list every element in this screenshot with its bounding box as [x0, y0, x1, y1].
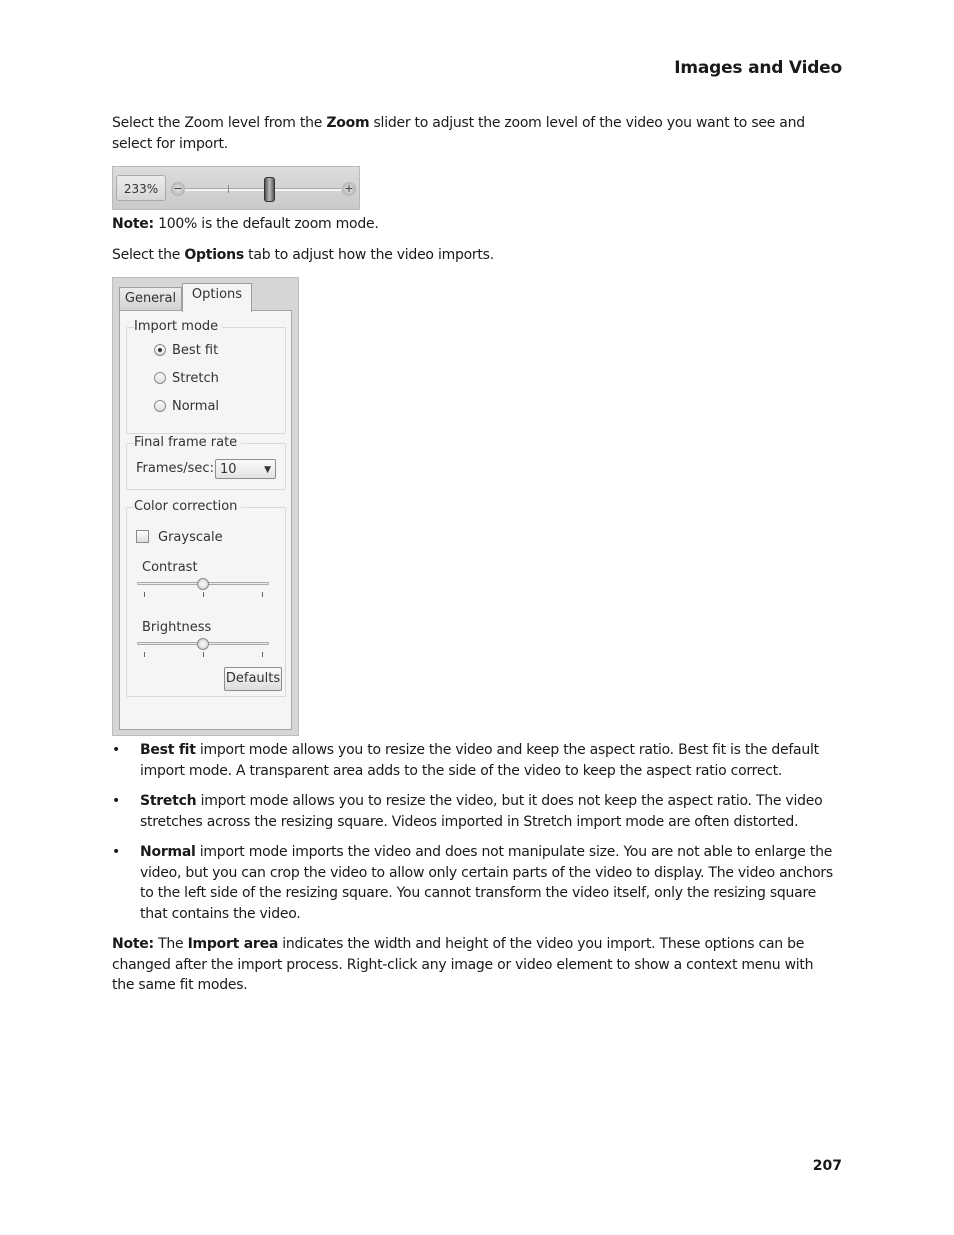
text-bold: Import area [187, 936, 279, 952]
zoom-slider-track[interactable] [179, 188, 341, 191]
list-item [112, 740, 837, 781]
note-label: Note: [112, 936, 154, 952]
radio-label: Best fit [172, 343, 219, 358]
color-correction-group [126, 499, 286, 697]
grayscale-checkbox-row[interactable] [136, 530, 223, 546]
brightness-slider-thumb[interactable] [197, 638, 209, 650]
import-mode-group [126, 319, 286, 434]
note-default-zoom [112, 214, 837, 235]
brightness-label: Brightness [142, 620, 212, 635]
zoom-intro-paragraph [112, 113, 837, 154]
radio-label: Normal [172, 399, 220, 414]
tab-options[interactable]: Options [182, 283, 252, 312]
slider-tick [262, 652, 263, 657]
page-number: 207 [812, 1158, 842, 1174]
tab-general[interactable]: General [119, 287, 182, 311]
options-tab-body [119, 310, 292, 730]
frames-per-sec-label: Frames/sec: [136, 461, 214, 476]
slider-tick [262, 592, 263, 597]
text-run: tab to adjust how the video imports. [243, 247, 494, 263]
defaults-button[interactable]: Defaults [224, 667, 282, 691]
slider-tick [203, 652, 204, 657]
contrast-label: Contrast [142, 560, 198, 575]
radio-best-fit[interactable] [154, 343, 218, 359]
zoom-slider-thumb[interactable] [264, 177, 275, 202]
text-run: import mode imports the video and does not manipulate size. You are not able to enlarge the video, but you can crop the video to allow only certain parts of the video to display. The video anchors to the left side of the resizing square. You cannot transform the video itself, only the resizing square that contains the video. [140, 844, 833, 922]
color-correction-title: Color correction [134, 499, 241, 514]
text-run: 100% is the default zoom mode. [153, 216, 379, 232]
import-mode-title: Import mode [134, 319, 222, 334]
zoom-slider-widget [112, 166, 360, 210]
text-bold: Zoom [326, 115, 370, 131]
text-run: slider to adjust the zoom level of the video you want to see and select for import. [112, 115, 805, 152]
text-run: import mode allows you to resize the video, but it does not keep the aspect ratio. The video stretches across the resizing square. Videos imported in Stretch import mode are often distorted. [140, 793, 823, 830]
radio-label: Stretch [172, 371, 219, 386]
radio-unselected-icon[interactable] [154, 372, 166, 384]
text-run: Select the Zoom level from the [112, 115, 327, 131]
radio-selected-icon[interactable] [154, 344, 166, 356]
text-bold: Stretch [140, 793, 197, 809]
frame-rate-group [126, 435, 286, 490]
radio-unselected-icon[interactable] [154, 400, 166, 412]
radio-normal[interactable] [154, 399, 219, 415]
text-run: import mode allows you to resize the video and keep the aspect ratio. Best fit is the default import mode. A transparent area adds to the side of the video to keep the aspect ratio correct. [140, 742, 819, 779]
options-intro-paragraph [112, 245, 837, 266]
note-import-area [112, 934, 837, 996]
zoom-in-icon[interactable]: + [342, 182, 356, 196]
grayscale-checkbox[interactable] [136, 530, 149, 543]
slider-tick [144, 652, 145, 657]
text-bold: Normal [140, 844, 196, 860]
text-run: Select the [112, 247, 185, 263]
zoom-out-icon[interactable]: − [171, 182, 185, 196]
zoom-value-box[interactable]: 233% [116, 175, 166, 201]
text-run: The [153, 936, 188, 952]
frame-rate-title: Final frame rate [134, 435, 241, 450]
zoom-tick [228, 185, 229, 193]
note-label: Note: [112, 216, 154, 232]
slider-tick [203, 592, 204, 597]
text-run: indicates the width and height of the video you import. These options can be changed after the import process. Right-click any image or video element to show a context menu with the same fit modes. [112, 936, 814, 993]
chevron-down-icon[interactable]: ▼ [264, 465, 271, 475]
checkbox-label: Grayscale [158, 530, 223, 545]
import-mode-bullet-list [112, 740, 837, 934]
contrast-slider-thumb[interactable] [197, 578, 209, 590]
frames-per-sec-select[interactable] [215, 459, 276, 479]
list-item [112, 791, 837, 832]
radio-stretch[interactable] [154, 371, 219, 387]
text-bold: Best fit [140, 742, 196, 758]
page-header-title: Images and Video [674, 58, 842, 78]
text-bold: Options [184, 247, 244, 263]
select-value: 10 [220, 462, 237, 477]
list-item [112, 842, 837, 924]
import-options-panel [112, 277, 299, 736]
slider-tick [144, 592, 145, 597]
